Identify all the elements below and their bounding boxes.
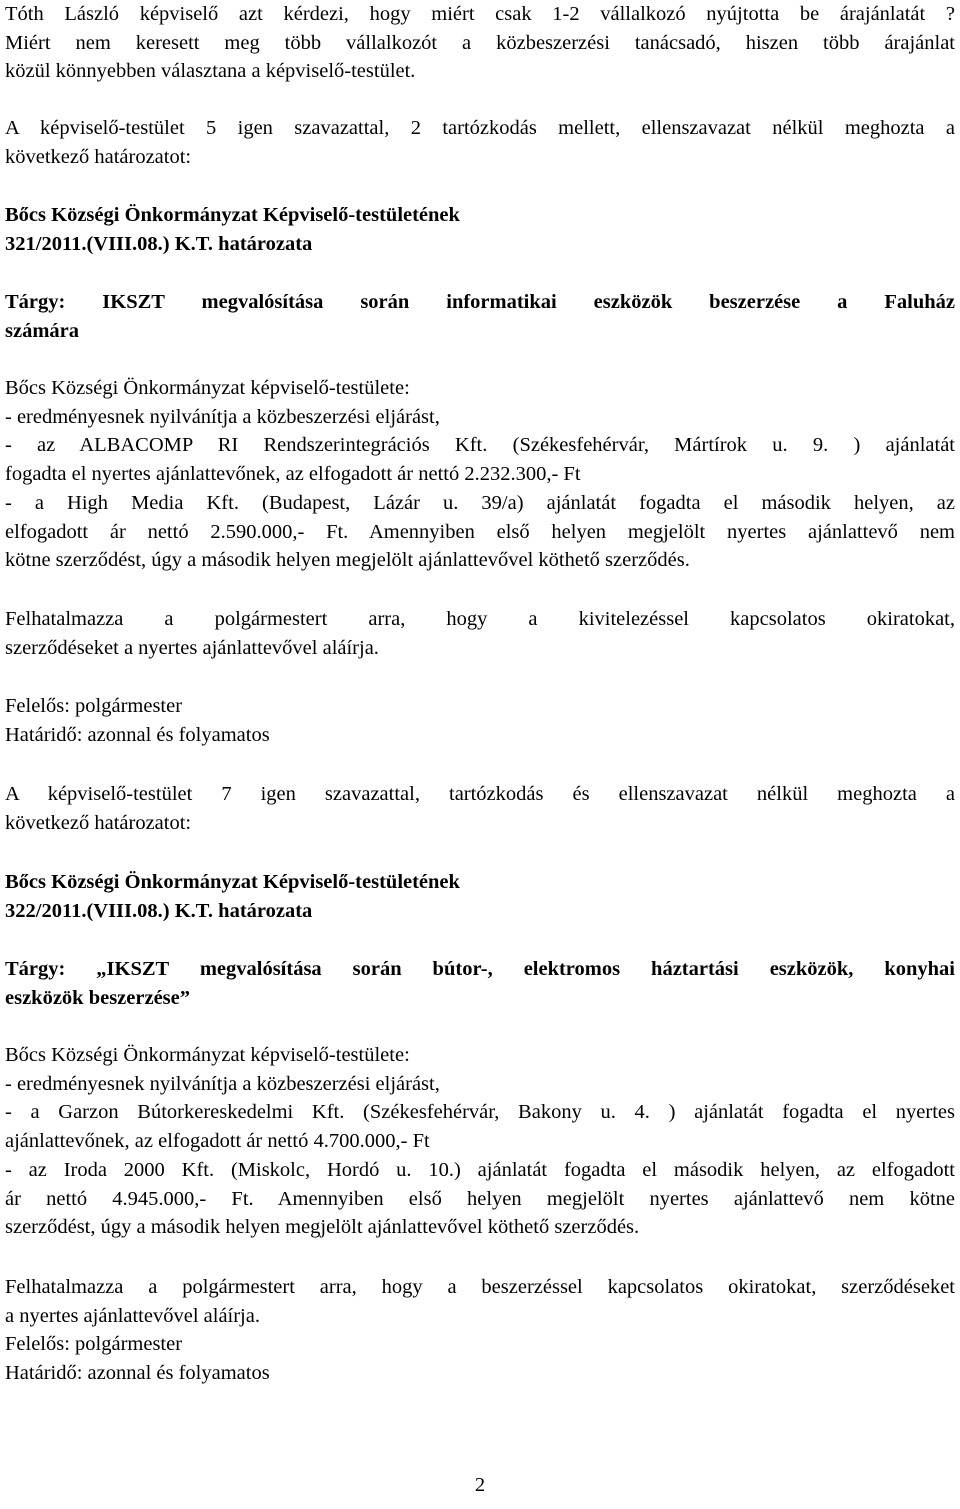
vote1-line-2: következő határozatot: <box>5 145 192 168</box>
resolution2-body-line-7: szerződést, úgy a második helyen megjelölt ajánlattevővel köthető szerződés. <box>5 1216 640 1239</box>
vote2-line-2: következő határozatot: <box>5 811 192 834</box>
resolution2-body-line-4: ajánlattevőnek, az elfogadott ár nettó 4.700.000,- Ft <box>5 1130 430 1153</box>
resolution1-subject-line-2: számára <box>5 319 80 342</box>
question-line-3: közül könnyebben választana a képviselő-testület. <box>5 60 416 83</box>
vote1-line-1: A képviselő-testület 5 igen szavazattal, 2 tartózkodás mellett, ellenszavazat nélkül meghozta a <box>5 117 955 139</box>
resolution2-authorize-line-2: a nyertes ajánlattevővel aláírja. <box>5 1304 260 1327</box>
resolution1-heading-line-2: 321/2011.(VIII.08.) K.T. határozata <box>5 232 313 255</box>
resolution2-body-line-5: - az Iroda 2000 Kft. (Miskolc, Hordó u. 10.) ajánlatát fogadta el második helyen, az elfogadott <box>5 1158 955 1181</box>
resolution2-subject-line-2: eszközök beszerzése” <box>5 986 191 1009</box>
resolution2-body-line-3: - a Garzon Bútorkereskedelmi Kft. (Székesfehérvár, Bakony u. 4. ) ajánlatát fogadta el nyertes <box>5 1101 955 1124</box>
question-line-2: Miért nem keresett meg több vállalkozót a közbeszerzési tanácsadó, hiszen több árajánlat <box>5 31 955 54</box>
resolution2-deadline: Határidő: azonnal és folyamatos <box>5 1362 270 1385</box>
resolution1-authorize-line-2: szerződéseket a nyertes ajánlattevővel aláírja. <box>5 636 379 659</box>
resolution2-authorize-line-1: Felhatalmazza a polgármestert arra, hogy a beszerzéssel kapcsolatos okiratokat, szerződéseket <box>5 1276 955 1298</box>
resolution2-body-line-6: ár nettó 4.945.000,- Ft. Amennyiben első helyen megjelölt nyertes ajánlattevő nem kötne <box>5 1187 955 1210</box>
resolution1-responsible: Felelős: polgármester <box>5 695 183 717</box>
resolution2-responsible: Felelős: polgármester <box>5 1333 183 1356</box>
resolution1-heading-line-1: Bőcs Községi Önkormányzat Képviselő-testületének <box>5 204 460 226</box>
page-number: 2 <box>474 1474 486 1496</box>
resolution1-body-line-6: elfogadott ár nettó 2.590.000,- Ft. Amennyiben első helyen megjelölt nyertes ajánlattevő nem <box>5 520 955 543</box>
resolution1-body-line-1: Bőcs Községi Önkormányzat képviselő-testülete: <box>5 377 410 399</box>
resolution1-body-line-4: fogadta el nyertes ajánlattevőnek, az elfogadott ár nettó 2.232.300,- Ft <box>5 463 581 486</box>
resolution1-deadline: Határidő: azonnal és folyamatos <box>5 723 270 746</box>
resolution2-subject-line-1: Tárgy: „IKSZT megvalósítása során bútor-, elektromos háztartási eszközök, konyhai <box>5 958 955 980</box>
resolution1-body-line-7: kötne szerződést, úgy a második helyen megjelölt ajánlattevővel köthető szerződés. <box>5 549 690 572</box>
resolution1-body-line-3: - az ALBACOMP RI Rendszerintegrációs Kft. (Székesfehérvár, Mártírok u. 9. ) ajánlatát <box>5 434 955 457</box>
vote2-line-1: A képviselő-testület 7 igen szavazattal, tartózkodás és ellenszavazat nélkül meghozta a <box>5 783 955 805</box>
resolution1-authorize-line-1: Felhatalmazza a polgármestert arra, hogy a kivitelezéssel kapcsolatos okiratokat, <box>5 608 955 630</box>
resolution1-subject-line-1: Tárgy: IKSZT megvalósítása során informatikai eszközök beszerzése a Faluház <box>5 291 955 313</box>
resolution1-body-line-5: - a High Media Kft. (Budapest, Lázár u. 39/a) ajánlatát fogadta el második helyen, az <box>5 491 955 514</box>
resolution2-heading-line-1: Bőcs Községi Önkormányzat Képviselő-testületének <box>5 871 460 893</box>
resolution1-body-line-2: - eredményesnek nyilvánítja a közbeszerzési eljárást, <box>5 405 440 428</box>
resolution2-heading-line-2: 322/2011.(VIII.08.) K.T. határozata <box>5 899 313 922</box>
resolution2-body-line-1: Bőcs Községi Önkormányzat képviselő-testülete: <box>5 1044 410 1066</box>
resolution2-body-line-2: - eredményesnek nyilvánítja a közbeszerzési eljárást, <box>5 1072 440 1095</box>
question-line-1: Tóth László képviselő azt kérdezi, hogy miért csak 1-2 vállalkozó nyújtotta be árajánlatát ? <box>5 3 955 25</box>
